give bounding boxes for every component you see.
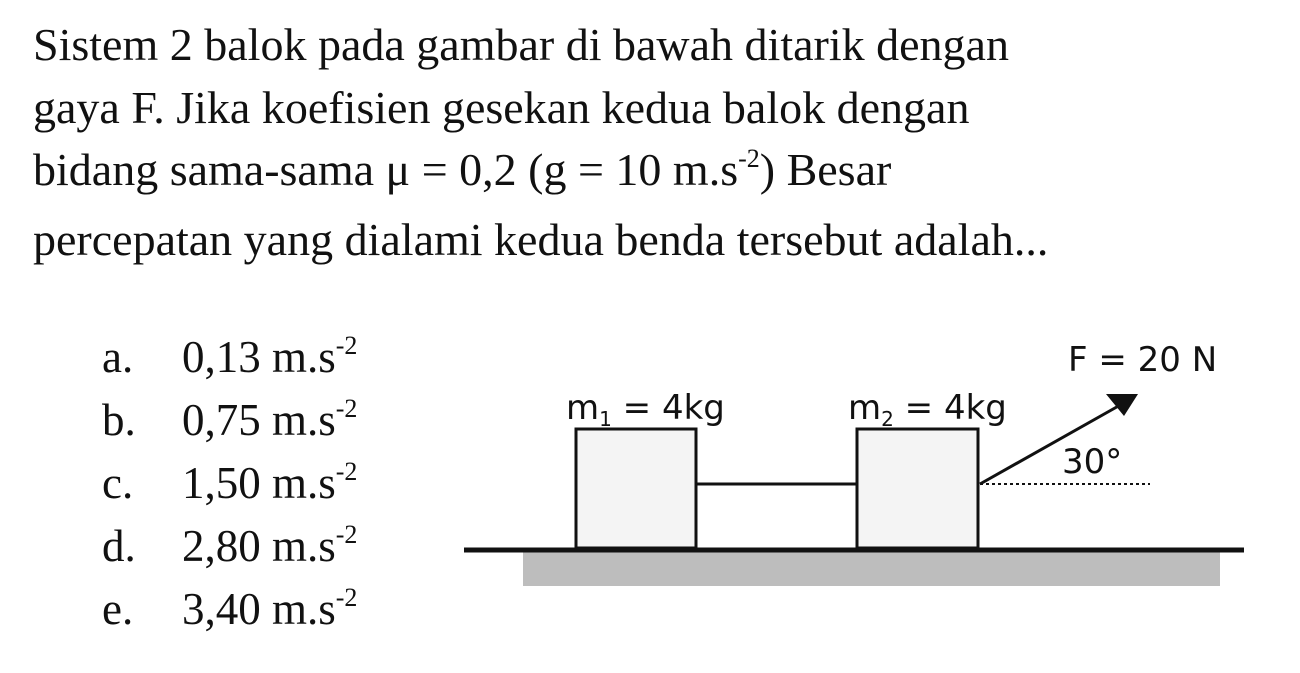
angle-label: 30° — [1062, 442, 1123, 482]
question-line-4: percepatan yang dialami kedua benda tersebut adalah... — [33, 213, 1049, 265]
m2-label — [848, 388, 1007, 431]
option-b-exponent: -2 — [335, 394, 358, 423]
block-m2 — [857, 429, 978, 548]
force-label: F = 20 N — [1068, 340, 1218, 380]
option-d-value: 2,80 m.s — [182, 521, 336, 571]
option-c-exponent: -2 — [335, 457, 358, 486]
m1-symbol: m — [566, 388, 600, 428]
option-e-exponent: -2 — [335, 583, 358, 612]
option-b-letter: b. — [102, 395, 136, 445]
option-a-value: 0,13 m.s — [182, 332, 336, 382]
question-line-2: gaya F. Jika koefisien gesekan kedua balok dengan — [33, 81, 970, 133]
m1-label — [566, 388, 725, 431]
question-line-3-pre: bidang sama-sama μ = 0,2 (g = 10 m.s — [33, 144, 739, 195]
option-e-letter: e. — [102, 584, 134, 634]
option-b-value: 0,75 m.s — [182, 395, 336, 445]
force-arrowhead — [1106, 394, 1138, 416]
option-d-exponent: -2 — [335, 520, 358, 549]
option-e-value: 3,40 m.s — [182, 584, 336, 634]
m2-symbol: m — [848, 388, 882, 428]
m1-subscript: 1 — [599, 407, 612, 431]
question-line-3-exponent: -2 — [738, 144, 760, 173]
m2-value: = 4kg — [893, 388, 1007, 428]
m1-value: = 4kg — [611, 388, 725, 428]
ground-base — [523, 552, 1220, 586]
question-line-3-post: ) Besar — [759, 144, 892, 195]
question-line-1: Sistem 2 balok pada gambar di bawah ditarik dengan — [33, 19, 1009, 70]
block-m1 — [576, 429, 696, 548]
m2-subscript: 2 — [881, 407, 894, 431]
option-d-letter: d. — [102, 521, 136, 571]
option-a-letter: a. — [102, 332, 134, 382]
option-c-value: 1,50 m.s — [182, 458, 336, 508]
option-c-letter: c. — [102, 458, 134, 508]
option-a-exponent: -2 — [335, 331, 358, 360]
